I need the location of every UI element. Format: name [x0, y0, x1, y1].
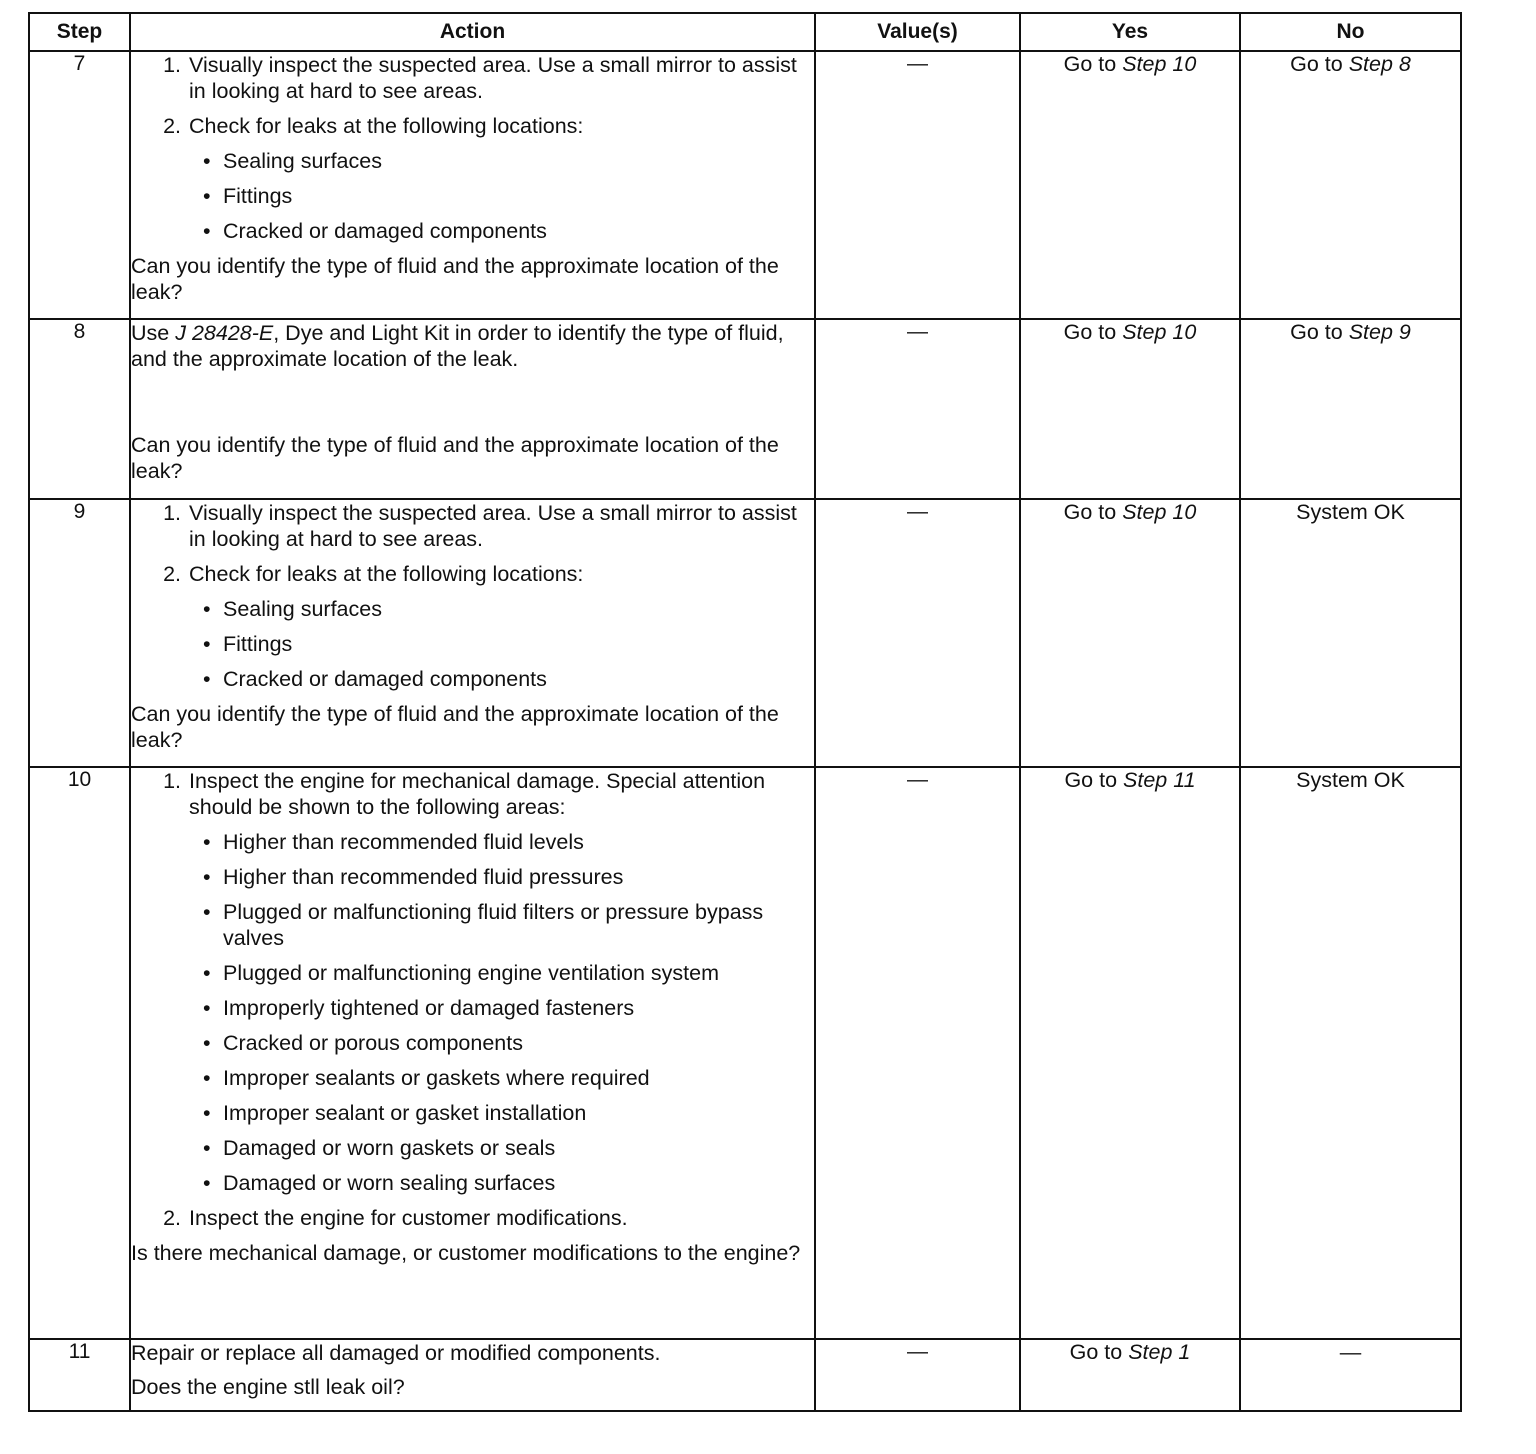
header-values: Value(s) — [815, 13, 1020, 51]
no-step-ref: Step 8 — [1348, 52, 1411, 76]
yes-cell — [1020, 319, 1240, 499]
tool-ref: J 28428-E — [175, 321, 274, 345]
value-cell — [815, 51, 1020, 319]
bullet-item: • Higher than recommended fluid pressures — [223, 864, 814, 890]
action-steps-list — [131, 500, 814, 692]
yes-prefix: Go to — [1069, 1340, 1129, 1364]
diagnostic-steps-table — [28, 12, 1462, 1412]
yes-cell — [1020, 767, 1240, 1339]
bullet-item: • Fittings — [223, 631, 814, 657]
table-row-step-11 — [29, 1339, 1461, 1411]
action-text — [131, 320, 814, 372]
yes-prefix: Go to — [1064, 768, 1124, 792]
action-item-text: Visually inspect the suspected area. Use a small mirror to assist in looking at hard to see areas. — [189, 501, 797, 551]
yes-cell — [1020, 51, 1240, 319]
table-row-step-8 — [29, 319, 1461, 499]
value-dash: — — [907, 1340, 928, 1363]
yes-prefix: Go to — [1063, 320, 1123, 344]
step-number: 10 — [29, 767, 130, 1339]
bullet-list — [189, 829, 814, 1196]
action-text-suffix: , Dye and Light Kit in order to identify the type of fluid, and the approximate location of the leak. — [131, 321, 784, 371]
action-item — [187, 1205, 814, 1231]
action-text-prefix: Use — [131, 321, 176, 345]
yes-step-ref: Step 10 — [1122, 500, 1197, 524]
action-item — [187, 52, 814, 104]
value-cell — [815, 499, 1020, 767]
table-row-step-7 — [29, 51, 1461, 319]
action-question: Can you identify the type of fluid and the approximate location of the leak? — [131, 433, 779, 483]
action-item — [187, 500, 814, 552]
yes-prefix: Go to — [1063, 500, 1123, 524]
action-question: Is there mechanical damage, or customer modifications to the engine? — [131, 1241, 801, 1265]
yes-step-ref: Step 11 — [1123, 768, 1196, 792]
action-cell — [130, 51, 815, 319]
bullet-item: • Damaged or worn sealing surfaces — [223, 1170, 814, 1196]
value-cell — [815, 319, 1020, 499]
action-question: Can you identify the type of fluid and the approximate location of the leak? — [131, 702, 779, 752]
bullet-list — [189, 148, 814, 244]
action-item-text: Visually inspect the suspected area. Use a small mirror to assist in looking at hard to see areas. — [189, 53, 797, 103]
no-step-ref: Step 9 — [1348, 320, 1411, 344]
action-item — [187, 768, 814, 1196]
bullet-item: • Improperly tightened or damaged fasteners — [223, 995, 814, 1021]
table-row-step-9 — [29, 499, 1461, 767]
action-question: Can you identify the type of fluid and the approximate location of the leak? — [131, 254, 779, 304]
table-row-step-10 — [29, 767, 1461, 1339]
header-action: Action — [130, 13, 815, 51]
value-cell — [815, 1339, 1020, 1411]
value-dash: — — [907, 52, 928, 75]
bullet-item: • Cracked or porous components — [223, 1030, 814, 1056]
bullet-item: • Cracked or damaged components — [223, 666, 814, 692]
step-number: 7 — [29, 51, 130, 319]
no-cell — [1240, 51, 1461, 319]
action-item-text: Inspect the engine for customer modifications. — [189, 1206, 628, 1230]
yes-cell — [1020, 1339, 1240, 1411]
step-number: 8 — [29, 319, 130, 499]
action-cell — [130, 1339, 815, 1411]
no-cell: — — [1240, 1339, 1461, 1411]
header-row — [29, 13, 1461, 51]
value-cell — [815, 767, 1020, 1339]
action-steps-list — [131, 768, 814, 1231]
action-cell — [130, 767, 815, 1339]
value-dash: — — [907, 500, 928, 523]
yes-step-ref: Step 10 — [1122, 320, 1197, 344]
bullet-item: • Cracked or damaged components — [223, 218, 814, 244]
yes-cell — [1020, 499, 1240, 767]
action-item — [187, 113, 814, 244]
bullet-item: • Sealing surfaces — [223, 148, 814, 174]
bullet-item: • Plugged or malfunctioning engine ventilation system — [223, 960, 814, 986]
action-item-text: Inspect the engine for mechanical damage. Special attention should be shown to the following areas: — [189, 769, 766, 819]
value-dash: — — [907, 320, 928, 343]
bullet-item: • Sealing surfaces — [223, 596, 814, 622]
action-question: Does the engine stll leak oil? — [131, 1375, 405, 1399]
action-item-text: Check for leaks at the following locations: — [189, 114, 584, 138]
header-no: No — [1240, 13, 1461, 51]
no-prefix: Go to — [1290, 52, 1349, 76]
yes-step-ref: Step 1 — [1128, 1340, 1191, 1364]
bullet-item: • Improper sealant or gasket installation — [223, 1100, 814, 1126]
bullet-item: • Damaged or worn gaskets or seals — [223, 1135, 814, 1161]
bullet-list — [189, 596, 814, 692]
bullet-item: • Fittings — [223, 183, 814, 209]
no-cell: System OK — [1240, 767, 1461, 1339]
header-step: Step — [29, 13, 130, 51]
no-cell: System OK — [1240, 499, 1461, 767]
step-number: 11 — [29, 1339, 130, 1411]
action-cell — [130, 499, 815, 767]
header-yes: Yes — [1020, 13, 1240, 51]
bullet-item: • Plugged or malfunctioning fluid filters or pressure bypass valves — [223, 899, 814, 951]
no-cell — [1240, 319, 1461, 499]
bullet-item: • Improper sealants or gaskets where required — [223, 1065, 814, 1091]
action-steps-list — [131, 52, 814, 244]
step-number: 9 — [29, 499, 130, 767]
value-dash: — — [907, 768, 928, 791]
action-item — [187, 561, 814, 692]
action-item-text: Check for leaks at the following locations: — [189, 562, 584, 586]
action-cell — [130, 319, 815, 499]
bullet-item: • Higher than recommended fluid levels — [223, 829, 814, 855]
yes-prefix: Go to — [1063, 52, 1123, 76]
action-text: Repair or replace all damaged or modified components. — [131, 1341, 661, 1365]
yes-step-ref: Step 10 — [1122, 52, 1197, 76]
no-prefix: Go to — [1290, 320, 1349, 344]
